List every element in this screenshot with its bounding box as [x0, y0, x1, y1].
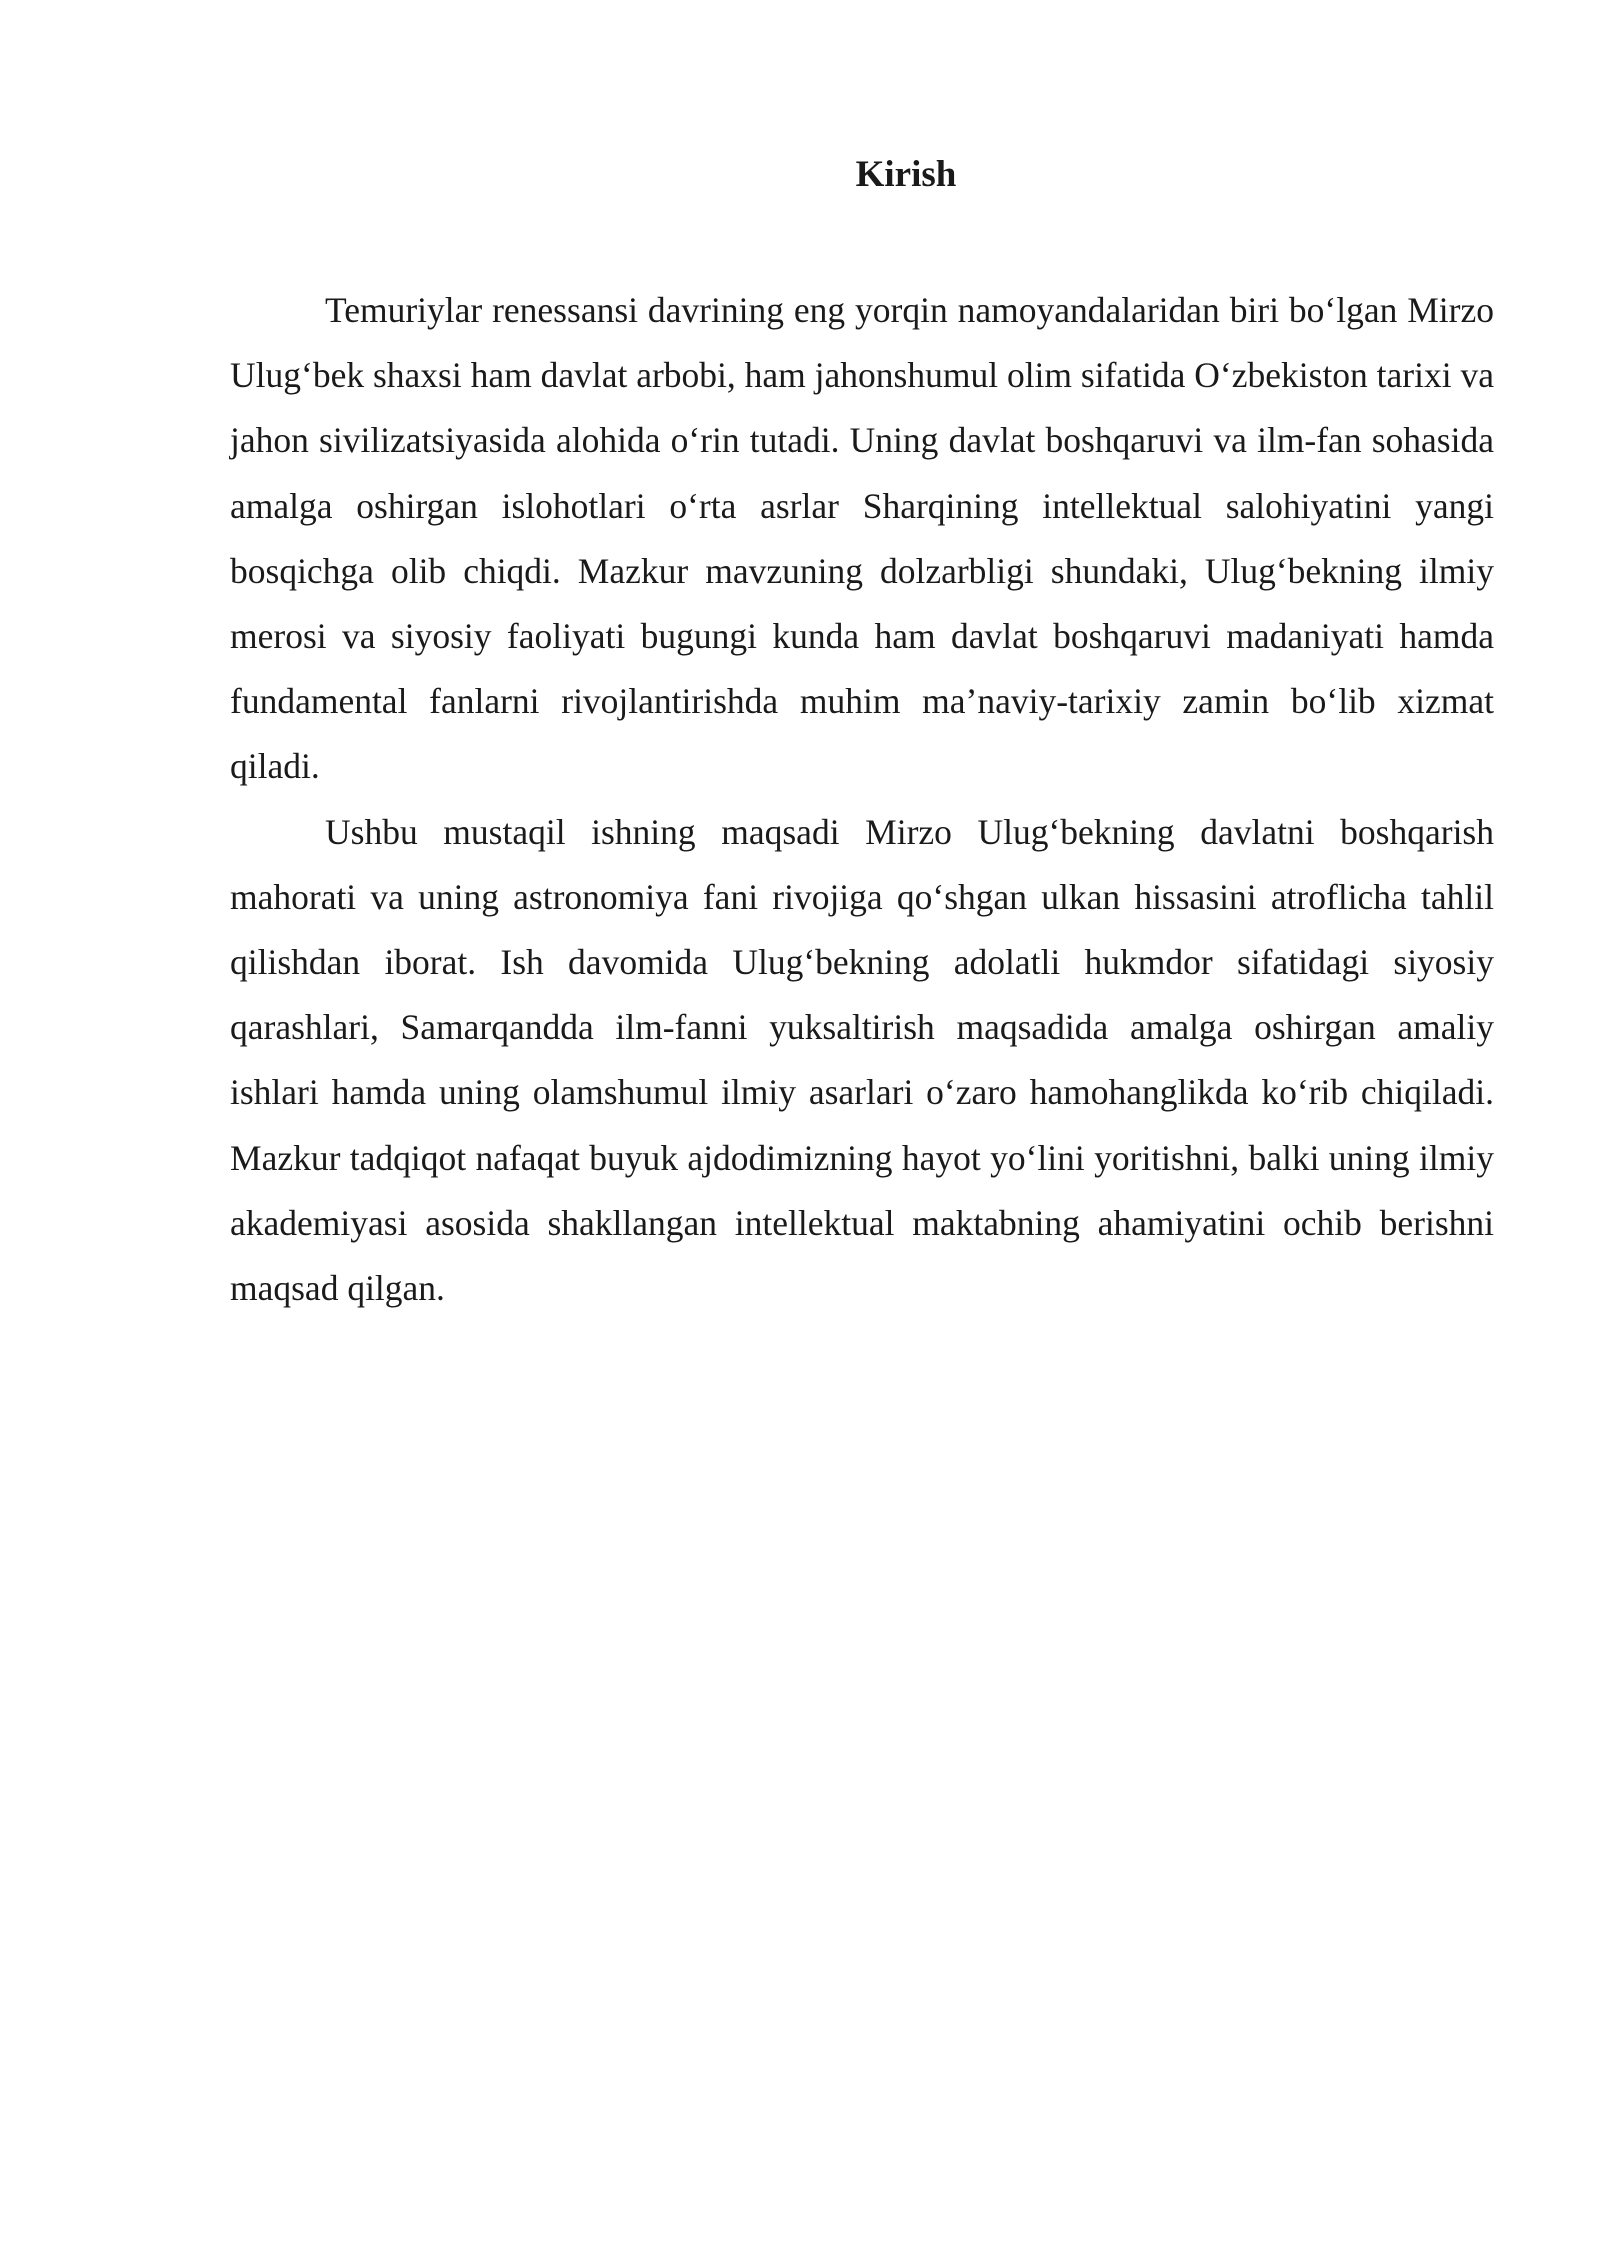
document-body — [230, 278, 1494, 1321]
page-title: Kirish — [855, 154, 957, 195]
paragraph-aim: Ushbu mustaqil ishning maqsadi Mirzo Ulug‘bekning davlatni boshqarish mahorati va uning astronomiya fani rivojiga qo‘shgan ulkan hissasini atroflicha tahlil qilishdan iborat. Ish davomida Ulug‘bekning adolatli hukmdor sifatidagi siyosiy qarashlari, Samarqandda ilm-fanni yuksaltirish maqsadida amalga oshirgan amaliy ishlari hamda uning olamshumul ilmiy asarlari o‘zaro hamohanglikda ko‘rib chiqiladi. Mazkur tadqiqot nafaqat buyuk ajdodimizning hayot yo‘lini yoritishni, balki uning ilmiy akademiyasi asosida shakllangan intellektual maktabning ahamiyatini ochib berishni maqsad qilgan. — [230, 811, 1494, 1309]
paragraph-introduction: Temuriylar renessansi davrining eng yorqin namoyandalaridan biri bo‘lgan Mirzo Ulug‘bek shaxsi ham davlat arbobi, ham jahonshumul olim sifatida O‘zbekiston tarixi va jahon sivilizatsiyasida alohida o‘rin tutadi. Uning davlat boshqaruvi va ilm-fan sohasida amalga oshirgan islohotlari o‘rta asrlar Sharqining intellektual salohiyatini yangi bosqichga olib chiqdi. Mazkur mavzuning dolzarbligi shundaki, Ulug‘bekning ilmiy merosi va siyosiy faoliyati bugungi kunda ham davlat boshqaruvi madaniyati hamda fundamental fanlarni rivojlantirishda muhim ma’naviy-tarixiy zamin bo‘lib xizmat qiladi. — [230, 290, 1494, 787]
